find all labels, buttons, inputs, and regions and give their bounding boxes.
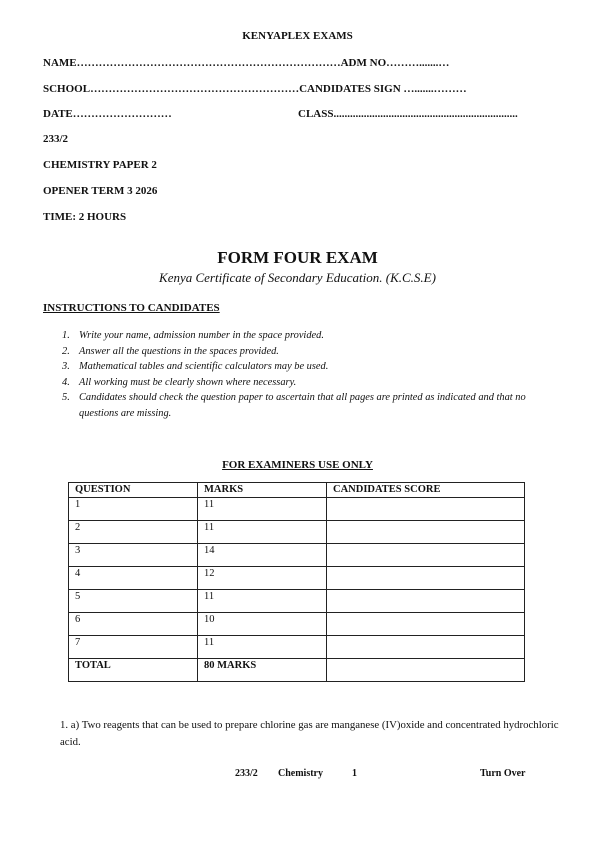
instruction-text: Answer all the questions in the spaces provided. [79,345,279,357]
question-cell: 3 [69,544,198,567]
score-cell[interactable] [327,613,525,636]
table-row [69,498,525,521]
marks-cell: 11 [198,636,327,659]
footer-turn-over: Turn Over [480,768,526,779]
instruction-number: 1. [62,330,70,341]
table-row [69,613,525,636]
total-score-cell[interactable] [327,659,525,682]
table-row [69,544,525,567]
instruction-text: All working must be clearly shown where necessary. [79,376,297,388]
footer-paper-code: 233/2 [235,768,258,779]
marks-cell: 14 [198,544,327,567]
instruction-number: 4. [62,376,70,388]
examiners-marks-table [68,482,525,682]
instruction-text: Mathematical tables and scientific calculators may be used. [79,361,329,373]
question-cell: 7 [69,636,198,659]
question-cell: 2 [69,521,198,544]
instruction-item [62,390,552,421]
instruction-item [62,375,552,391]
instruction-item [62,328,552,344]
question-cell: 5 [69,590,198,613]
instruction-item [62,344,552,360]
class-field: CLASS................................................................... [298,108,518,120]
table-row [69,590,525,613]
total-marks-cell: 80 MARKS [198,659,327,682]
exam-board-title: KENYAPLEX EXAMS [242,30,353,42]
score-cell[interactable] [327,498,525,521]
score-cell[interactable] [327,521,525,544]
exam-duration: TIME: 2 HOURS [43,211,127,223]
question-1-text: 1. a) Two reagents that can be used to prepare chlorine gas are manganese (IV)oxide and concentrated hydrochloric acid. [60,719,559,748]
instruction-item [62,359,552,375]
exam-term: OPENER TERM 3 2026 [43,185,158,197]
question-cell: 6 [69,613,198,636]
total-label-cell: TOTAL [69,659,198,682]
table-total-row [69,659,525,682]
score-cell[interactable] [327,590,525,613]
marks-cell: 12 [198,567,327,590]
instructions-heading: INSTRUCTIONS TO CANDIDATES [43,302,220,314]
instruction-number: 2. [62,345,70,357]
instruction-text: Candidates should check the question paper to ascertain that all pages are printed as indicated and that no questions are missing. [79,392,526,419]
marks-cell: 11 [198,521,327,544]
paper-name: CHEMISTRY PAPER 2 [43,159,157,171]
exam-subtitle: Kenya Certificate of Secondary Education. (K.C.S.E) [159,270,436,285]
question-cell: 1 [69,498,198,521]
footer-subject: Chemistry [278,768,323,779]
table-row [69,521,525,544]
question-cell: 4 [69,567,198,590]
marks-cell: 11 [198,590,327,613]
score-cell[interactable] [327,544,525,567]
marks-cell: 11 [198,498,327,521]
instructions-list [62,328,552,422]
score-cell[interactable] [327,636,525,659]
date-field: DATE……………………… [43,108,172,120]
instruction-number: 3. [62,361,70,373]
column-header-marks: MARKS [198,483,327,498]
column-header-score: CANDIDATES SCORE [327,483,525,498]
column-header-question: QUESTION [69,483,198,498]
instruction-text: Write your name, admission number in the space provided. [79,330,324,341]
table-header-row [69,483,525,498]
examiners-heading: FOR EXAMINERS USE ONLY [222,459,373,471]
instruction-number: 5. [62,392,70,404]
name-admission-field: NAME………………………………………………………………ADM NO……….......… [43,57,450,69]
paper-code: 233/2 [43,133,69,145]
table-row [69,636,525,659]
school-signature-field: SCHOOL…………………………………………………CANDIDATES SIGN ….......……… [43,83,467,95]
exam-title: FORM FOUR EXAM [217,248,378,267]
table-row [69,567,525,590]
marks-cell: 10 [198,613,327,636]
footer-page-number: 1 [352,768,357,779]
score-cell[interactable] [327,567,525,590]
